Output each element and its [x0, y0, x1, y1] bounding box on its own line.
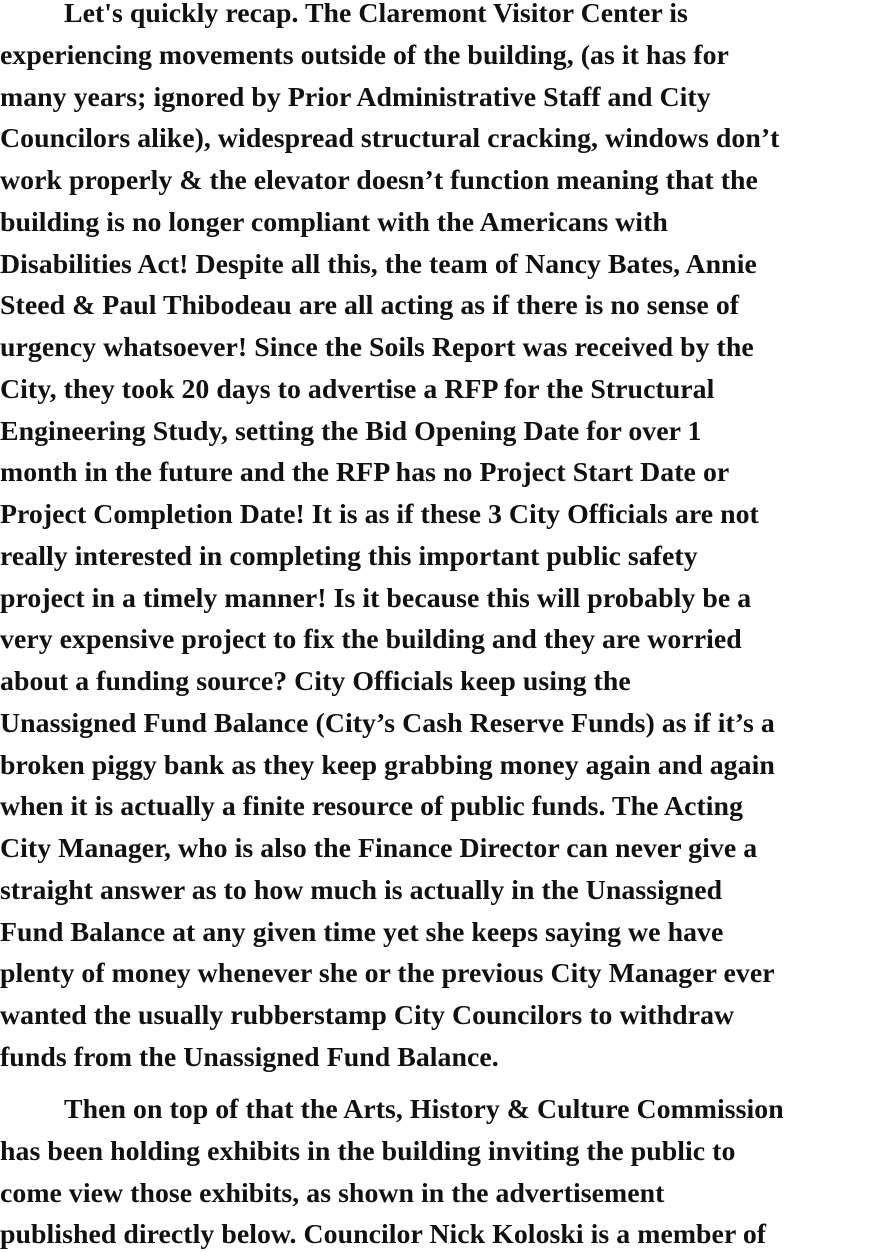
text-line: has been holding exhibits in the building inviting the public to	[0, 1135, 736, 1167]
text-line: come view those exhibits, as shown in the advertisement	[0, 1177, 665, 1209]
text-line: work properly & the elevator doesn’t function meaning that the	[0, 165, 758, 196]
text-line: Disabilities Act! Despite all this, the team of Nancy Bates, Annie	[0, 248, 757, 280]
text-line: month in the future and the RFP has no Project Start Date or	[0, 457, 730, 489]
text-line: Let's quickly recap. The Claremont Visitor Center is	[64, 0, 688, 29]
text-line: City, they took 20 days to advertise a RFP for the Structural	[0, 373, 715, 405]
paragraph-arts-commission	[0, 1089, 784, 1252]
text-line: Then on top of that the Arts, History & Culture Commission	[64, 1094, 784, 1125]
text-line: Fund Balance at any given time yet she keeps saying we have	[0, 916, 724, 948]
text-line: when it is actually a finite resource of public funds. The Acting	[0, 791, 744, 823]
text-line: published directly below. Councilor Nick Koloski is a member of	[0, 1219, 767, 1251]
text-line: many years; ignored by Prior Administrative Staff and City	[0, 81, 711, 113]
text-line: straight answer as to how much is actually in the Unassigned	[0, 874, 723, 906]
text-line: Engineering Study, setting the Bid Opening Date for over 1	[0, 415, 702, 447]
text-line: urgency whatsoever! Since the Soils Report was received by the	[0, 332, 754, 363]
text-line: plenty of money whenever she or the previous City Manager ever	[0, 958, 775, 990]
text-line: City Manager, who is also the Finance Director can never give a	[0, 833, 758, 864]
text-line: wanted the usually rubberstamp City Councilors to withdraw	[0, 1000, 735, 1031]
text-line: about a funding source? City Officials keep using the	[0, 666, 631, 697]
text-line: experiencing movements outside of the building, (as it has for	[0, 39, 729, 71]
text-line: building is no longer compliant with the Americans with	[0, 206, 668, 238]
text-line: funds from the Unassigned Fund Balance.	[0, 1041, 499, 1073]
text-line: broken piggy bank as they keep grabbing money again and again	[0, 749, 775, 781]
text-line: really interested in completing this important public safety	[0, 540, 698, 572]
text-line: Councilors alike), widespread structural cracking, windows don’t	[0, 123, 780, 155]
text-line: Unassigned Fund Balance (City’s Cash Reserve Funds) as if it’s a	[0, 707, 775, 739]
text-line: very expensive project to fix the building and they are worried	[0, 624, 742, 656]
text-line: Project Completion Date! It is as if these 3 City Officials are not	[0, 499, 759, 530]
text-line: project in a timely manner! Is it because this will probably be a	[0, 582, 752, 614]
text-line: Steed & Paul Thibodeau are all acting as if there is no sense of	[0, 290, 740, 322]
